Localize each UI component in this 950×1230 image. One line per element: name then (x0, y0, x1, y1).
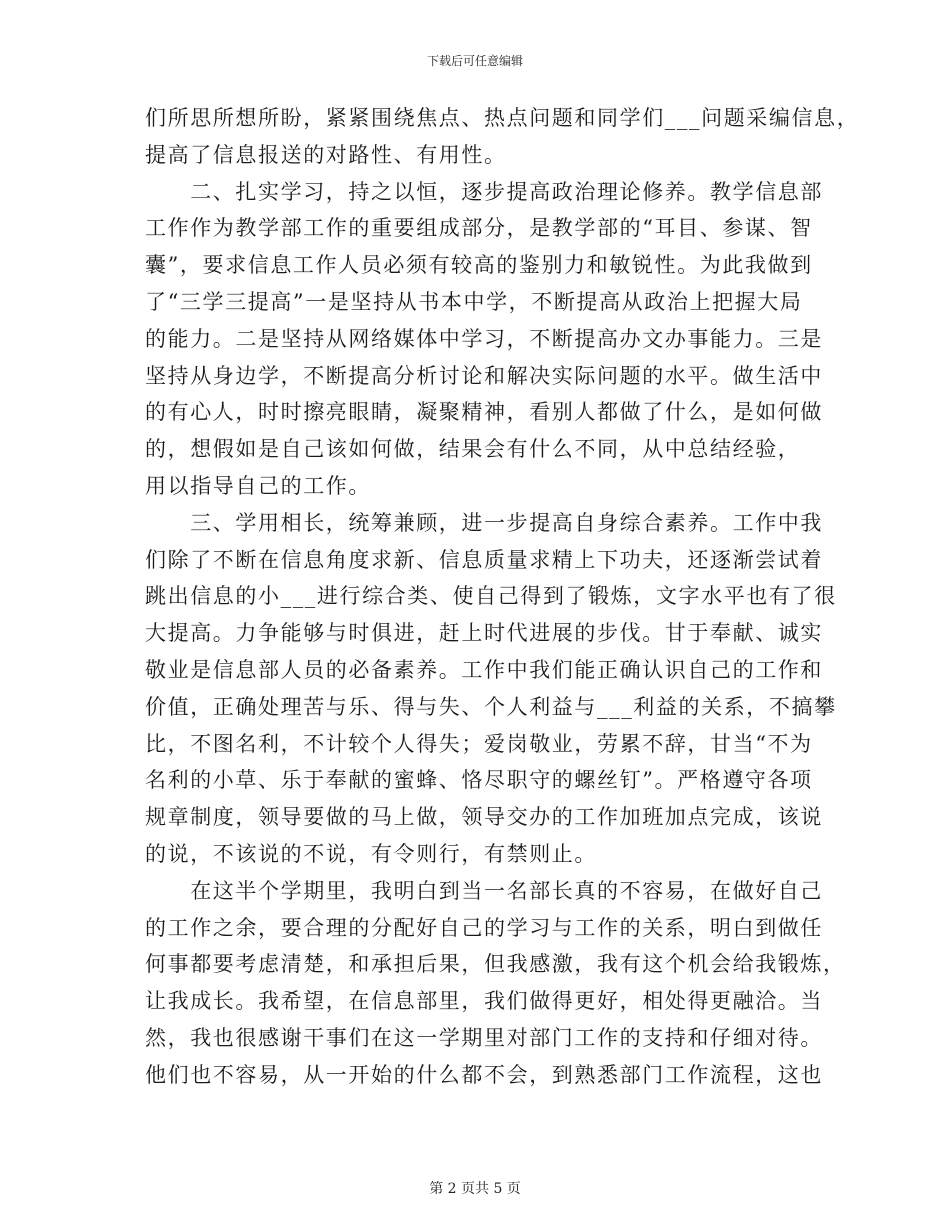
text-line: 跳出信息的小___进行综合类、使自己得到了锻炼，文字水平也有了很 (145, 584, 837, 609)
text-line: 在这半个学期里，我明白到当一名部长真的不容易，在做好自己 (145, 878, 823, 903)
text-line: 的有心人，时时擦亮眼睛，凝聚精神，看别人都做了什么，是如何做 (145, 400, 823, 425)
text-line: 的说，不该说的不说，有令则行，有禁则止。 (145, 841, 597, 866)
text-line: 何事都要考虑清楚，和承担后果，但我感激，我有这个机会给我锻炼， (145, 952, 846, 977)
text-line: 比，不图名利，不计较个人得失；爱岗敬业，劳累不辞，甘当“不为 (145, 731, 813, 756)
text-line: 们所思所想所盼，紧紧围绕焦点、热点问题和同学们___问题采编信息， (145, 106, 860, 130)
text-line: 了“三学三提高”一是坚持从书本中学，不断提高从政治上把握大局 (145, 289, 803, 314)
text-line: 提高了信息报送的对路性、有用性。 (145, 142, 507, 167)
page-header: 下载后可任意编辑 (426, 54, 523, 68)
text-line: 的，想假如是自己该如何做，结果会有什么不同，从中总结经验， (145, 437, 801, 462)
text-line: 用以指导自己的工作。 (145, 473, 371, 498)
text-line: 的能力。二是坚持从网络媒体中学习，不断提高办文办事能力。三是 (145, 326, 823, 351)
text-line: 工作作为教学部工作的重要组成部分，是教学部的“耳目、参谋、智 (145, 216, 813, 241)
text-line: 大提高。力争能够与时俱进，赶上时代进展的步伐。甘于奉献、诚实 (145, 621, 823, 646)
text-line: 的工作之余，要合理的分配好自己的学习与工作的关系，明白到做任 (145, 915, 823, 940)
text-line: 名利的小草、乐于奉献的蜜蜂、恪尽职守的螺丝钉”。严格遵守各项 (145, 768, 813, 793)
text-line: 让我成长。我希望，在信息部里，我们做得更好，相处得更融洽。当 (145, 989, 823, 1014)
text-line: 他们也不容易，从一开始的什么都不会，到熟悉部门工作流程，这也 (145, 1062, 823, 1087)
page-footer: 第 2 页共 5 页 (429, 1181, 521, 1197)
text-line: 们除了不断在信息角度求新、信息质量求精上下功夫，还逐渐尝试着 (145, 547, 823, 572)
text-line: 三、学用相长，统筹兼顾，进一步提高自身综合素养。工作中我 (145, 510, 823, 535)
body-text (145, 100, 860, 1094)
text-line: 敬业是信息部人员的必备素养。工作中我们能正确认识自己的工作和 (145, 657, 823, 682)
text-line: 然，我也很感谢干事们在这一学期里对部门工作的支持和仔细对待。 (145, 1025, 823, 1050)
text-line: 规章制度，领导要做的马上做，领导交办的工作加班加点完成，该说 (145, 805, 823, 830)
text-line: 二、扎实学习，持之以恒，逐步提高政治理论修养。教学信息部 (145, 179, 823, 204)
text-line: 囊”，要求信息工作人员必须有较高的鉴别力和敏锐性。为此我做到 (145, 253, 813, 278)
text-line: 价值，正确处理苦与乐、得与失、个人利益与___利益的关系，不搞攀 (145, 694, 837, 719)
text-line: 坚持从身边学，不断提高分析讨论和解决实际问题的水平。做生活中 (145, 363, 823, 388)
